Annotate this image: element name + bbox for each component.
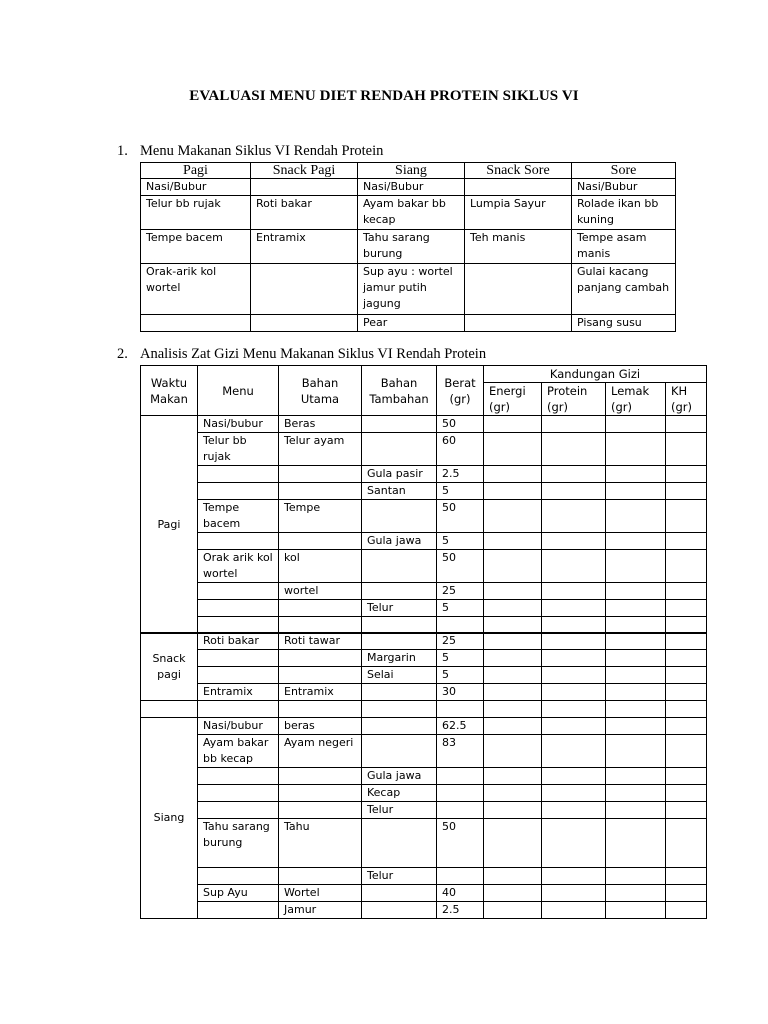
menu-cell xyxy=(198,466,279,483)
bahan-tambahan-cell xyxy=(362,735,437,768)
meal-snack-pagi: Snack pagi xyxy=(141,633,198,701)
bahan-tambahan-cell xyxy=(362,416,437,433)
berat-cell: 5 xyxy=(437,667,484,684)
table-row xyxy=(141,533,707,550)
table-cell: Gulai kacang panjang cambah xyxy=(572,264,676,315)
menu-cell: Nasi/bubur xyxy=(198,416,279,433)
berat-cell: 50 xyxy=(437,500,484,533)
bahan-tambahan-cell xyxy=(362,500,437,533)
table-row xyxy=(141,735,707,768)
table-row xyxy=(141,718,707,735)
bahan-tambahan-cell: Gula jawa xyxy=(362,768,437,785)
menu-cell: Orak arik kol wortel xyxy=(198,550,279,583)
berat-cell: 5 xyxy=(437,650,484,667)
bahan-utama-cell: Jamur xyxy=(279,902,362,919)
bahan-tambahan-cell: Gula jawa xyxy=(362,533,437,550)
table-cell: Sup ayu : wortel jamur putih jagung xyxy=(358,264,465,315)
table-cell: Entramix xyxy=(251,230,358,264)
table-cell xyxy=(141,315,251,332)
berat-cell xyxy=(437,868,484,885)
bahan-utama-cell xyxy=(279,768,362,785)
section-2-title: Analisis Zat Gizi Menu Makanan Siklus VI Rendah Protein xyxy=(140,346,487,362)
menu-cell: Nasi/bubur xyxy=(198,718,279,735)
table-row xyxy=(141,868,707,885)
table-cell xyxy=(251,315,358,332)
column-header: Siang xyxy=(358,163,465,179)
table-cell: Telur bb rujak xyxy=(141,196,251,230)
table-cell: Nasi/Bubur xyxy=(572,179,676,196)
menu-cell xyxy=(198,650,279,667)
table-row xyxy=(141,179,676,196)
bahan-tambahan-cell xyxy=(362,819,437,868)
berat-cell: 2.5 xyxy=(437,902,484,919)
table-row xyxy=(141,902,707,919)
berat-cell: 40 xyxy=(437,885,484,902)
table-row xyxy=(141,600,707,617)
table-cell: Orak-arik kol wortel xyxy=(141,264,251,315)
bahan-utama-cell xyxy=(279,533,362,550)
bahan-utama-cell xyxy=(279,650,362,667)
column-header: Snack Pagi xyxy=(251,163,358,179)
bahan-tambahan-cell: Telur xyxy=(362,802,437,819)
table-cell xyxy=(465,315,572,332)
bahan-utama-cell: Tahu xyxy=(279,819,362,868)
table-row xyxy=(141,583,707,600)
nutrition-table xyxy=(140,365,707,634)
section-1-heading xyxy=(117,143,383,160)
table-cell: Pisang susu xyxy=(572,315,676,332)
bahan-utama-cell xyxy=(279,868,362,885)
bahan-tambahan-cell xyxy=(362,684,437,701)
menu-cell: Sup Ayu xyxy=(198,885,279,902)
bahan-utama-cell xyxy=(279,600,362,617)
berat-cell xyxy=(437,785,484,802)
table-row xyxy=(141,768,707,785)
berat-cell: 83 xyxy=(437,735,484,768)
menu-cell xyxy=(198,785,279,802)
menu-cell: Tempe bacem xyxy=(198,500,279,533)
menu-cell xyxy=(198,667,279,684)
bahan-tambahan-cell: Selai xyxy=(362,667,437,684)
header-bahan-tambahan: Bahan Tambahan xyxy=(362,366,437,416)
menu-cell: Roti bakar xyxy=(198,633,279,650)
bahan-tambahan-cell: Telur xyxy=(362,600,437,617)
section-2-heading xyxy=(117,346,486,363)
table-cell: Tempe asam manis xyxy=(572,230,676,264)
menu-cell xyxy=(198,902,279,919)
table-cell: Ayam bakar bb kecap xyxy=(358,196,465,230)
table-cell: Tahu sarang burung xyxy=(358,230,465,264)
section-1-title: Menu Makanan Siklus VI Rendah Protein xyxy=(140,143,384,159)
table-row xyxy=(141,785,707,802)
column-header: Snack Sore xyxy=(465,163,572,179)
table-row xyxy=(141,416,707,433)
menu-table-header xyxy=(141,163,676,179)
berat-cell: 5 xyxy=(437,600,484,617)
bahan-tambahan-cell: Santan xyxy=(362,483,437,500)
bahan-tambahan-cell xyxy=(362,885,437,902)
table-cell: Nasi/Bubur xyxy=(141,179,251,196)
table-row xyxy=(141,466,707,483)
column-header: Pagi xyxy=(141,163,251,179)
section-1-number: 1. xyxy=(117,143,128,159)
bahan-tambahan-cell: Margarin xyxy=(362,650,437,667)
bahan-utama-cell xyxy=(279,802,362,819)
table-row xyxy=(141,885,707,902)
bahan-utama-cell xyxy=(279,785,362,802)
berat-cell: 50 xyxy=(437,550,484,583)
table-cell: Teh manis xyxy=(465,230,572,264)
header-bahan-utama: Bahan Utama xyxy=(279,366,362,416)
nutrition-table-continued xyxy=(140,632,707,919)
bahan-tambahan-cell: Gula pasir xyxy=(362,466,437,483)
bahan-utama-cell: Ayam negeri xyxy=(279,735,362,768)
berat-cell: 2.5 xyxy=(437,466,484,483)
table-row xyxy=(141,633,707,650)
header-kandungan-gizi: Kandungan Gizi xyxy=(484,366,707,383)
table-cell: Rolade ikan bb kuning xyxy=(572,196,676,230)
bahan-tambahan-cell xyxy=(362,550,437,583)
berat-cell: 30 xyxy=(437,684,484,701)
menu-cell xyxy=(198,802,279,819)
header-protein: Protein (gr) xyxy=(542,383,606,416)
table-row xyxy=(141,315,676,332)
table-row xyxy=(141,550,707,583)
table-row xyxy=(141,701,707,718)
table-row xyxy=(141,264,676,315)
table-row xyxy=(141,802,707,819)
bahan-tambahan-cell xyxy=(362,583,437,600)
table-row xyxy=(141,433,707,466)
berat-cell: 62.5 xyxy=(437,718,484,735)
bahan-utama-cell: Telur ayam xyxy=(279,433,362,466)
menu-cell: Ayam bakar bb kecap xyxy=(198,735,279,768)
bahan-tambahan-cell xyxy=(362,718,437,735)
berat-cell: 25 xyxy=(437,583,484,600)
header-kh: KH (gr) xyxy=(666,383,707,416)
meal-siang: Siang xyxy=(141,718,198,919)
table-row xyxy=(141,483,707,500)
menu-cell: Tahu sarang burung xyxy=(198,819,279,868)
table-cell xyxy=(251,179,358,196)
section-2-number: 2. xyxy=(117,346,128,362)
berat-cell: 5 xyxy=(437,533,484,550)
menu-cell: Telur bb rujak xyxy=(198,433,279,466)
menu-cell xyxy=(198,483,279,500)
table-cell: Pear xyxy=(358,315,465,332)
bahan-tambahan-cell xyxy=(362,902,437,919)
bahan-utama-cell xyxy=(279,667,362,684)
header-lemak: Lemak (gr) xyxy=(606,383,666,416)
bahan-tambahan-cell: Kecap xyxy=(362,785,437,802)
table-row xyxy=(141,196,676,230)
column-header: Sore xyxy=(572,163,676,179)
table-cell: Tempe bacem xyxy=(141,230,251,264)
table-row xyxy=(141,617,707,634)
berat-cell: 5 xyxy=(437,483,484,500)
table-row xyxy=(141,667,707,684)
table-cell xyxy=(465,264,572,315)
menu-cell xyxy=(198,533,279,550)
header-energi: Energi (gr) xyxy=(484,383,542,416)
bahan-utama-cell: wortel xyxy=(279,583,362,600)
table-cell xyxy=(465,179,572,196)
table-row xyxy=(141,819,707,868)
berat-cell: 50 xyxy=(437,416,484,433)
nutrition-header-row xyxy=(141,366,707,383)
bahan-utama-cell: Beras xyxy=(279,416,362,433)
table-row xyxy=(141,230,676,264)
bahan-tambahan-cell xyxy=(362,433,437,466)
menu-cell xyxy=(198,768,279,785)
table-cell: Nasi/Bubur xyxy=(358,179,465,196)
berat-cell: 25 xyxy=(437,633,484,650)
menu-cell xyxy=(198,868,279,885)
berat-cell xyxy=(437,768,484,785)
table-row xyxy=(141,650,707,667)
table-cell: Roti bakar xyxy=(251,196,358,230)
table-cell: Lumpia Sayur xyxy=(465,196,572,230)
header-waktu-makan: Waktu Makan xyxy=(141,366,198,416)
berat-cell xyxy=(437,802,484,819)
bahan-tambahan-cell: Telur xyxy=(362,868,437,885)
bahan-utama-cell: Tempe xyxy=(279,500,362,533)
menu-cell xyxy=(198,600,279,617)
bahan-utama-cell: Entramix xyxy=(279,684,362,701)
bahan-utama-cell: kol xyxy=(279,550,362,583)
document-title: EVALUASI MENU DIET RENDAH PROTEIN SIKLUS VI xyxy=(189,88,579,104)
bahan-tambahan-cell xyxy=(362,633,437,650)
header-berat: Berat (gr) xyxy=(437,366,484,416)
menu-table xyxy=(140,162,676,332)
bahan-utama-cell: Roti tawar xyxy=(279,633,362,650)
menu-cell: Entramix xyxy=(198,684,279,701)
menu-cell xyxy=(198,583,279,600)
table-row xyxy=(141,684,707,701)
meal-pagi: Pagi xyxy=(141,416,198,634)
table-row xyxy=(141,500,707,533)
table-cell xyxy=(251,264,358,315)
berat-cell: 50 xyxy=(437,819,484,868)
bahan-utama-cell: beras xyxy=(279,718,362,735)
bahan-utama-cell xyxy=(279,483,362,500)
berat-cell: 60 xyxy=(437,433,484,466)
header-menu: Menu xyxy=(198,366,279,416)
bahan-utama-cell: Wortel xyxy=(279,885,362,902)
bahan-utama-cell xyxy=(279,466,362,483)
